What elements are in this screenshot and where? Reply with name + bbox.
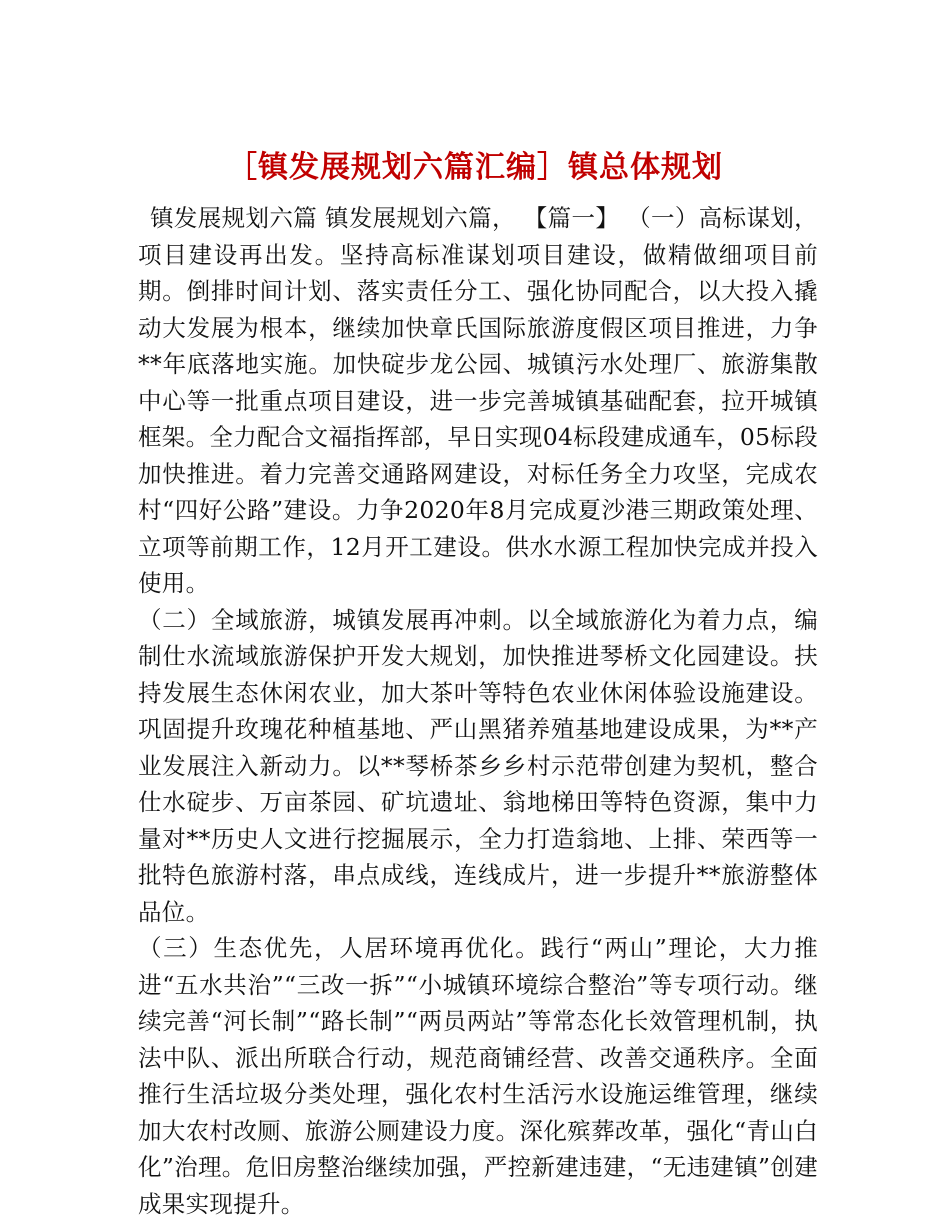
paragraph-2: （二）全域旅游，城镇发展再冲刺。以全域旅游化为着力点，编制仕水流域旅游保护开发大规划，加快推进琴桥文化园建设。扶持发展生态休闲农业，加大茶叶等特色农业休闲体验设施建设。巩固提升玫瑰花种植基地、严山黑猪养殖基地建设成果，为**产业发展注入新动力。以**琴桥茶乡乡村示范带创建为契机，整合仕水碇步、万亩茶园、矿坑遗址、翁地梯田等特色资源，集中力量对**历史人文进行挖掘展示，全力打造翁地、上排、荣西等一批特色旅游村落，串点成线，连线成片，进一步提升**旅游整体品位。: [138, 605, 818, 926]
document-body: [138, 200, 818, 1222]
document-title: ［镇发展规划六篇汇编］镇总体规划: [227, 150, 723, 186]
paragraph-3: （三）生态优先，人居环境再优化。践行“两山”理论，大力推进“五水共治”“三改一拆”“小城镇环境综合整治”等专项行动。继续完善“河长制”“路长制”“两员两站”等常态化长效管理机制，执法中队、派出所联合行动，规范商铺经营、改善交通秩序。全面推行生活垃圾分类处理，强化农村生活污水设施运维管理，继续加大农村改厕、旅游公厕建设力度。深化殡葬改革，强化“青山白化”治理。危旧房整治继续加强，严控新建违建，“无违建镇”创建成果实现提升。: [138, 934, 818, 1218]
paragraph-1: 镇发展规划六篇 镇发展规划六篇， 【篇一】 （一）高标谋划，项目建设再出发。坚持高标准谋划项目建设，做精做细项目前期。倒排时间计划、落实责任分工、强化协同配合，以大投入撬动大发展为根本，继续加快章氏国际旅游度假区项目推进，力争**年底落地实施。加快碇步龙公园、城镇污水处理厂、旅游集散中心等一批重点项目建设，进一步完善城镇基础配套，拉开城镇框架。全力配合文福指挥部，早日实现04标段建成通车，05标段加快推进。着力完善交通路网建设，对标任务全力攻坚，完成农村“四好公路”建设。力争2020年8月完成夏沙港三期政策处理、立项等前期工作，12月开工建设。供水水源工程加快完成并投入使用。: [138, 204, 818, 597]
